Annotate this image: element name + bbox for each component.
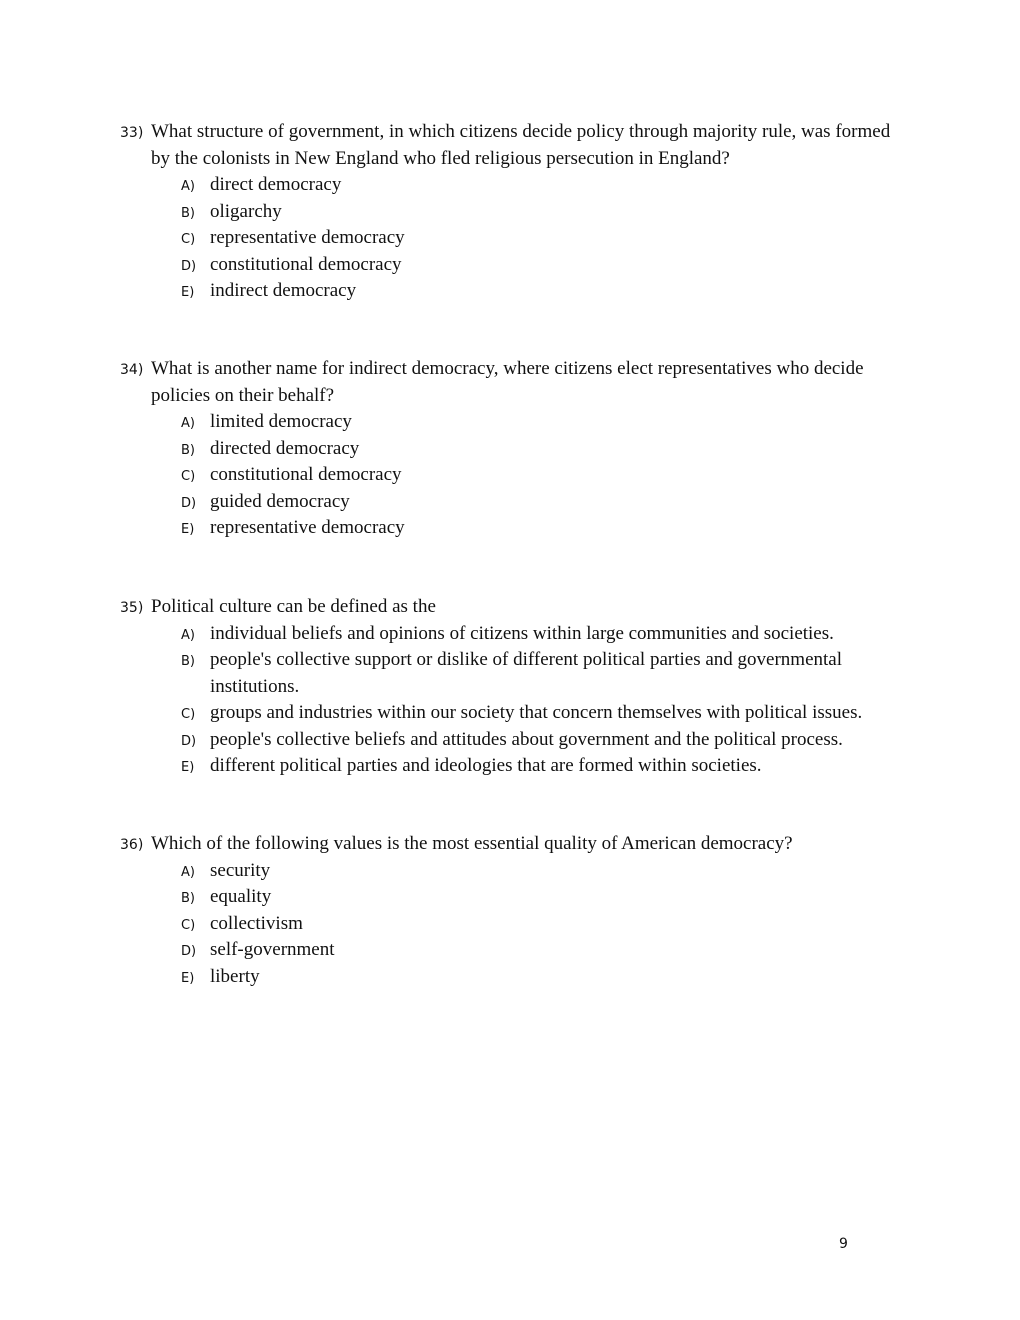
answer-option-d — [181, 252, 910, 279]
question-number: 36) — [120, 837, 144, 853]
option-text: directed democracy — [210, 437, 360, 459]
question-35 — [120, 594, 910, 780]
option-letter: B) — [181, 442, 195, 458]
question-stem — [120, 831, 910, 858]
answer-option-e — [181, 515, 910, 542]
answer-option-c — [181, 462, 910, 489]
option-letter: B) — [181, 654, 195, 669]
option-text: indirect democracy — [210, 280, 357, 301]
question-36 — [120, 831, 910, 990]
question-text: What structure of government, in which citizens decide policy through majority rule, was formed by the colonists in New England who fled religious persecution in England? — [151, 121, 891, 169]
question-text: Political culture can be defined as the — [151, 596, 436, 617]
option-text: guided democracy — [210, 490, 350, 512]
question-stem — [120, 356, 910, 409]
option-letter: D) — [181, 944, 197, 959]
option-text: representative democracy — [210, 517, 405, 538]
answer-option-b — [181, 647, 910, 700]
question-stem — [120, 594, 910, 621]
option-text: collectivism — [210, 912, 303, 934]
answer-option-a — [181, 409, 910, 436]
option-text: representative democracy — [210, 227, 405, 248]
option-text: constitutional democracy — [210, 464, 402, 485]
option-letter: A) — [181, 627, 195, 643]
option-text: security — [210, 859, 271, 881]
option-text: oligarchy — [210, 200, 282, 222]
question-text: What is another name for indirect democracy, where citizens elect representatives who decide policies on their behalf? — [151, 358, 864, 406]
answer-option-e — [181, 278, 910, 305]
answer-option-d — [181, 489, 910, 516]
option-letter: E) — [181, 522, 195, 537]
question-34 — [120, 356, 910, 542]
option-letter: A) — [181, 179, 195, 194]
option-letter: B) — [181, 205, 195, 221]
option-letter: D) — [181, 258, 197, 274]
answer-option-d — [181, 727, 910, 754]
answer-option-c — [181, 911, 910, 938]
option-text: constitutional democracy — [210, 253, 402, 275]
option-letter: B) — [181, 891, 195, 906]
answer-option-e — [181, 753, 910, 780]
answer-options — [120, 172, 910, 305]
answer-options — [120, 621, 910, 780]
option-letter: A) — [181, 416, 195, 431]
question-number: 35) — [120, 600, 144, 616]
option-text: direct democracy — [210, 174, 342, 195]
option-letter: D) — [181, 495, 197, 511]
question-number: 33) — [120, 125, 144, 141]
option-letter: C) — [181, 232, 196, 247]
option-letter: C) — [181, 469, 196, 484]
option-letter: A) — [181, 864, 195, 880]
question-33 — [120, 119, 910, 305]
option-text: equality — [210, 886, 272, 907]
answer-option-b — [181, 884, 910, 911]
question-text: Which of the following values is the most essential quality of American democracy? — [151, 833, 793, 854]
answer-option-e — [181, 964, 910, 991]
option-text: people's collective beliefs and attitudes about government and the political process. — [210, 728, 843, 750]
option-text: people's collective support or dislike of different political parties and governmental institutions. — [210, 649, 842, 697]
answer-option-a — [181, 172, 910, 199]
answer-option-a — [181, 621, 910, 648]
option-letter: C) — [181, 707, 196, 722]
option-text: individual beliefs and opinions of citizens within large communities and societies. — [210, 622, 834, 644]
answer-option-c — [181, 700, 910, 727]
answer-option-a — [181, 858, 910, 885]
answer-option-d — [181, 937, 910, 964]
option-letter: E) — [181, 285, 195, 300]
option-letter: D) — [181, 733, 197, 749]
option-letter: C) — [181, 917, 196, 933]
answer-options — [120, 409, 910, 542]
page-number: 9 — [839, 1236, 848, 1252]
option-text: self-government — [210, 939, 335, 960]
option-text: liberty — [210, 965, 260, 987]
question-stem — [120, 119, 910, 172]
answer-options — [120, 858, 910, 991]
option-text: limited democracy — [210, 411, 352, 432]
option-letter: E) — [181, 760, 195, 775]
answer-option-b — [181, 199, 910, 226]
answer-option-b — [181, 436, 910, 463]
option-text: groups and industries within our society that concern themselves with political issues. — [210, 702, 863, 723]
question-number: 34) — [120, 362, 144, 378]
answer-option-c — [181, 225, 910, 252]
option-letter: E) — [181, 970, 195, 986]
option-text: different political parties and ideologies that are formed within societies. — [210, 755, 762, 776]
